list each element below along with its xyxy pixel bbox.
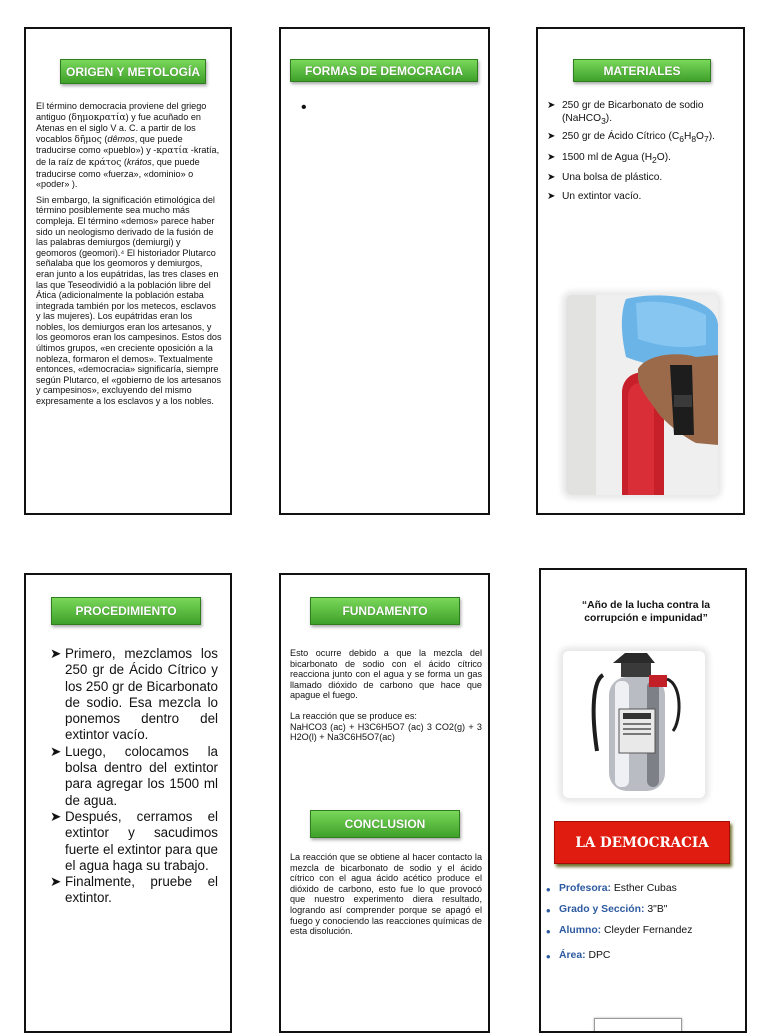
fundamento-reaction-title: La reacción que se produce es: [290, 710, 417, 721]
year-motto: “Año de la lucha contra la corrupción e impunidad” [581, 600, 711, 624]
procedimiento-step: ➤ Primero, mezclamos los 250 gr de Ácido Cítrico y los 250 gr de Bicarbonato de sodio. Esa mezcla lo ponemos dentro del extintor vacío. [50, 646, 218, 744]
conclusion-title: CONCLUSION [310, 810, 460, 838]
panel-origen [24, 27, 232, 515]
bottom-box [594, 1018, 682, 1033]
origen-paragraph-2: Sin embargo, la significación etimológica del término posiblemente sea mucho más compleja. El término «demos» parece haber sido un neologismo derivado de la fusión de las palabras demiurgos (demiurgi) y geomoros (geomori).⁴ El historiador Plutarco señalaba que los geomoros y demiurgos, eran junto a los eupátridas, las tres clases en las que Teseodividió a la población libre del Ática (adicionalmente la población estaba integrada también por los metecos, esclavos y las mujeres). Los eupátridas eran los nobles, los demiurgos eran los artesanos, y los geomoros eran los campesinos. Estos dos últimos grupos, «en creciente oposición a la nobleza, formaron el demos». Textualmente entonces, «democracia» significaría, siempre según Plutarco, el «gobierno de los artesanos y campesinos», excluyendo del mismo expresamente a los esclavos y a los nobles. [36, 194, 222, 407]
info-teacher: • Profesora: Esther Cubas [546, 883, 742, 894]
procedimiento-step: ➤ Luego, colocamos la bolsa dentro del extintor para agregar los 1500 ml de agua. [50, 744, 218, 809]
fundamento-reaction-formula: NaHCO3 (ac) + H3C6H5O7 (ac) 3 CO2(g) + 3 H2O(l) + Na3C6H5O7(ac) [290, 721, 482, 743]
procedimiento-step: ➤ Después, cerramos el extintor y sacudimos fuerte el extintor para que el agua haga su trabajo. [50, 809, 218, 874]
author-info-list [546, 883, 742, 971]
conclusion-body: La reacción que se obtiene al hacer contacto la mezcla de bicarbonato de sodio y el ácido cítrico con el agua ácido acético produce el dióxido de carbono, esto fue lo que provocó que nuestro experimento diera resultado, logrando así comprender porque se apagó el fuego y conociendo las reacciones químicas de esta disolución. [290, 852, 482, 937]
procedimiento-step: ➤ Finalmente, pruebe el extintor. [50, 874, 218, 907]
origen-paragraph-1: El término democracia proviene del griego antiguo (δημοκρατία) y fue acuñado en Atenas en el siglo V a. C. a partir de los vocablos δῆμος (dêmos, que puede traducirse como «pueblo») y -κρατία -kratía, de la raíz de κράτος (krátos, que puede traducirse como «fuerza», «dominio» o «poder» ). [36, 101, 220, 190]
origen-title: ORIGEN Y METOLOGÍA [60, 59, 206, 84]
panel-materiales [536, 27, 745, 515]
fire-extinguisher-photo [563, 651, 705, 798]
panel-formas [279, 27, 490, 515]
materiales-item: ➤ 250 gr de Ácido Cítrico $(C_6H_8O_7)$. [547, 128, 737, 149]
document-title: LA DEMOCRACIA [554, 821, 730, 864]
procedimiento-title: PROCEDIMIENTO [51, 597, 201, 625]
panel-procedimiento [24, 573, 232, 1033]
materiales-item: ➤ Una bolsa de plástico. [547, 169, 737, 188]
materiales-item: ➤ 1500 ml de Agua $(H_2O)$. [547, 149, 737, 170]
info-student: • Alumno: Cleyder Fernandez [546, 925, 742, 936]
panel-fundamento [279, 573, 490, 1033]
formas-title: FORMAS DE DEMOCRACIA [290, 59, 478, 82]
info-area: • Área: DPC [546, 950, 742, 961]
materiales-item: ➤ Un extintor vacío. [547, 188, 737, 207]
materiales-list [547, 97, 737, 207]
fundamento-title: FUNDAMENTO [310, 597, 460, 625]
panel-portada [539, 568, 747, 1033]
procedimiento-list [50, 646, 218, 907]
fundamento-body [290, 648, 482, 748]
fire-extinguisher-illustration [563, 651, 705, 798]
info-grade: • Grado y Sección: 3"B" [546, 904, 742, 915]
fundamento-paragraph: Esto ocurre debido a que la mezcla del bicarbonato de sodio con el ácido cítrico reacciona junto con el agua y se forma un gas llamado dióxido de carbono que hace que apague el fuego. [290, 648, 482, 701]
materiales-item: ➤ 250 gr de Bicarbonato de sodio (NaHCO$_3$). [547, 97, 737, 128]
formas-empty-bullet: • [301, 99, 307, 116]
extinguisher-experiment-photo [566, 295, 718, 495]
materiales-title: MATERIALES [573, 59, 711, 82]
origen-body [36, 101, 222, 412]
extinguisher-hand-illustration [566, 295, 718, 495]
